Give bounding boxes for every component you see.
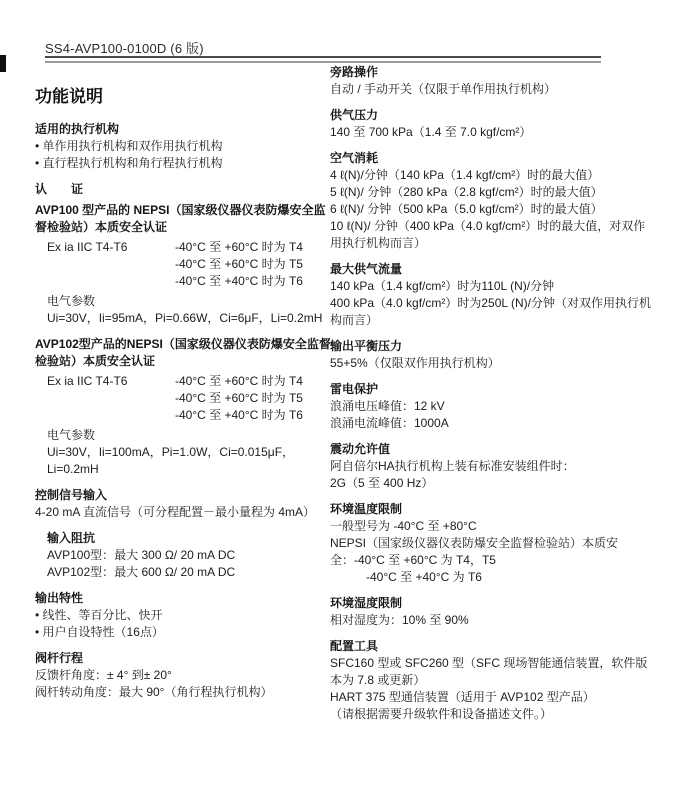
section-heading: 阀杆行程 [35,651,84,665]
spec-label: Ex ia IIC T4-T6 [47,240,128,254]
spec-line: 4 ℓ(N)/分钟（140 kPa（1.4 kgf/cm²）时的最大值） [330,168,600,182]
spec-section [330,150,654,252]
spec-line: 阀杆转动角度：最大 90°（角行程执行机构） [35,685,273,699]
spec-line [47,239,333,256]
spec-section [35,121,333,172]
spec-line: 140 kPa（1.4 kgf/cm²）时为110L (N)/分钟 [330,279,555,293]
section-heading: 适用的执行机构 [35,122,120,136]
spec-line: -40°C 至 +60°C 时为 T5 [175,391,303,405]
page-title: 功能说明 [35,87,103,106]
spec-line [47,373,333,390]
spec-line: -40°C 至 +40°C 为 T6 [366,570,482,584]
section-heading: 环境湿度限制 [330,596,403,610]
spec-line: 电气参数 [47,428,96,442]
spec-line: • 单作用执行机构和双作用执行机构 [35,139,223,153]
spec-line: -40°C 至 +60°C 时为 T5 [175,257,303,271]
spec-line: （请根据需要升级软件和设备描述文件。） [330,707,553,721]
spec-line: 相对湿度为：10% 至 90% [330,613,469,627]
spec-label: Ex ia IIC T4-T6 [47,374,128,388]
spec-line: 55+5%（仅限双作用执行机构） [330,356,500,370]
spec-section [330,595,654,629]
spec-section [35,590,333,641]
spec-line: Ui=30V，Ii=95mA，Pi=0.66W，Ci=6μF，Li=0.2mH [47,311,323,325]
right-column [330,64,654,723]
spec-line: 5 ℓ(N)/ 分钟（280 kPa（2.8 kgf/cm²）时的最大值） [330,185,603,199]
spec-line: 4-20 mA 直流信号（可分程配置－最小量程为 4mA） [35,505,316,519]
spec-section [330,261,654,329]
spec-line: 6 ℓ(N)/ 分钟（500 kPa（5.0 kgf/cm²）时的最大值） [330,202,603,216]
section-heading: 认 证 [35,182,84,196]
spec-section [330,338,654,372]
right-sections [330,64,654,723]
spec-line: • 直行程执行机构和角行程执行机构 [35,156,223,170]
spec-line: 400 kPa（4.0 kgf/cm²）时为250L (N)/分钟（对双作用执行机构而言） [330,296,651,327]
spec-line: 10 ℓ(N)/ 分钟（400 kPa（4.0 kgf/cm²）时的最大值，对双作用执行机构而言） [330,219,646,250]
spec-section [330,64,654,98]
section-heading: 配置工具 [330,639,379,653]
spec-line: • 线性、等百分比、快开 [35,608,163,622]
spec-line: -40°C 至 +40°C 时为 T6 [175,274,303,288]
spec-line: AVP100型：最大 300 Ω/ 20 mA DC [47,548,236,562]
section-heading: 最大供气流量 [330,262,403,276]
spec-line: SFC160 型或 SFC260 型（SFC 现场智能通信装置，软件版本为 7.8 或更新） [330,656,648,687]
spec-line: 阿自倍尔HA执行机构上装有标准安装组件时： [330,459,575,473]
spec-line: 反馈杆角度：± 4° 到± 20° [35,668,172,682]
spec-line: Ui=30V，Ii=100mA，Pi=1.0W，Ci=0.015μF，Li=0.2mH [47,445,295,476]
section-heading: AVP102型产品的NEPSI（国家级仪器仪表防爆安全监督检验站）本质安全认证 [35,337,331,368]
spec-line: -40°C 至 +40°C 时为 T6 [175,408,303,422]
spec-line: 电气参数 [47,294,96,308]
left-sections [35,121,333,701]
spec-section [47,530,333,581]
spec-line: 浪涌电压峰值：12 kV [330,399,445,413]
spec-line: 2G（5 至 400 Hz） [330,476,434,490]
section-heading: 震动允许值 [330,442,391,456]
spec-section [330,381,654,432]
spec-section [330,501,654,586]
spec-line: 自动 / 手动开关（仅限于单作用执行机构） [330,82,557,96]
header-rule-top [45,56,601,58]
spec-line: 浪涌电流峰值：1000A [330,416,449,430]
spec-line: HART 375 型通信装置（适用于 AVP102 型产品） [330,690,595,704]
spec-line: NEPSI（国家级仪器仪表防爆安全监督检验站）本质安全：-40°C 至 +60°C 为 T4，T5 [330,536,619,567]
section-heading: 环境温度限制 [330,502,403,516]
left-column [35,88,333,701]
header-rule-bottom [45,61,601,63]
print-registration-mark [0,55,6,72]
spec-line: AVP102型：最大 600 Ω/ 20 mA DC [47,565,236,579]
spec-section [35,336,333,478]
spec-section [330,441,654,492]
spec-section [35,487,333,521]
section-heading: AVP100 型产品的 NEPSI（国家级仪器仪表防爆安全监督检验站）本质安全认证 [35,203,326,234]
section-heading: 供气压力 [330,108,379,122]
spec-section [330,107,654,141]
spec-value: -40°C 至 +60°C 时为 T4 [175,240,303,254]
section-heading: 雷电保护 [330,382,379,396]
spec-section [35,650,333,701]
section-heading: 输出平衡压力 [330,339,403,353]
spec-line: • 用户自设特性（16点） [35,625,164,639]
doc-number: SS4-AVP100-0100D (6 版) [45,41,204,56]
section-heading: 旁路操作 [330,65,379,79]
section-heading: 输出特性 [35,591,84,605]
spec-section [330,638,654,723]
spec-value: -40°C 至 +60°C 时为 T4 [175,374,303,388]
spec-section [35,202,333,327]
spec-line: 一般型号为 -40°C 至 +80°C [330,519,477,533]
section-heading: 空气消耗 [330,151,379,165]
section-heading: 控制信号输入 [35,488,108,502]
spec-line: 140 至 700 kPa（1.4 至 7.0 kgf/cm²） [330,125,532,139]
spec-section [35,181,333,198]
section-heading: 输入阻抗 [47,531,96,545]
